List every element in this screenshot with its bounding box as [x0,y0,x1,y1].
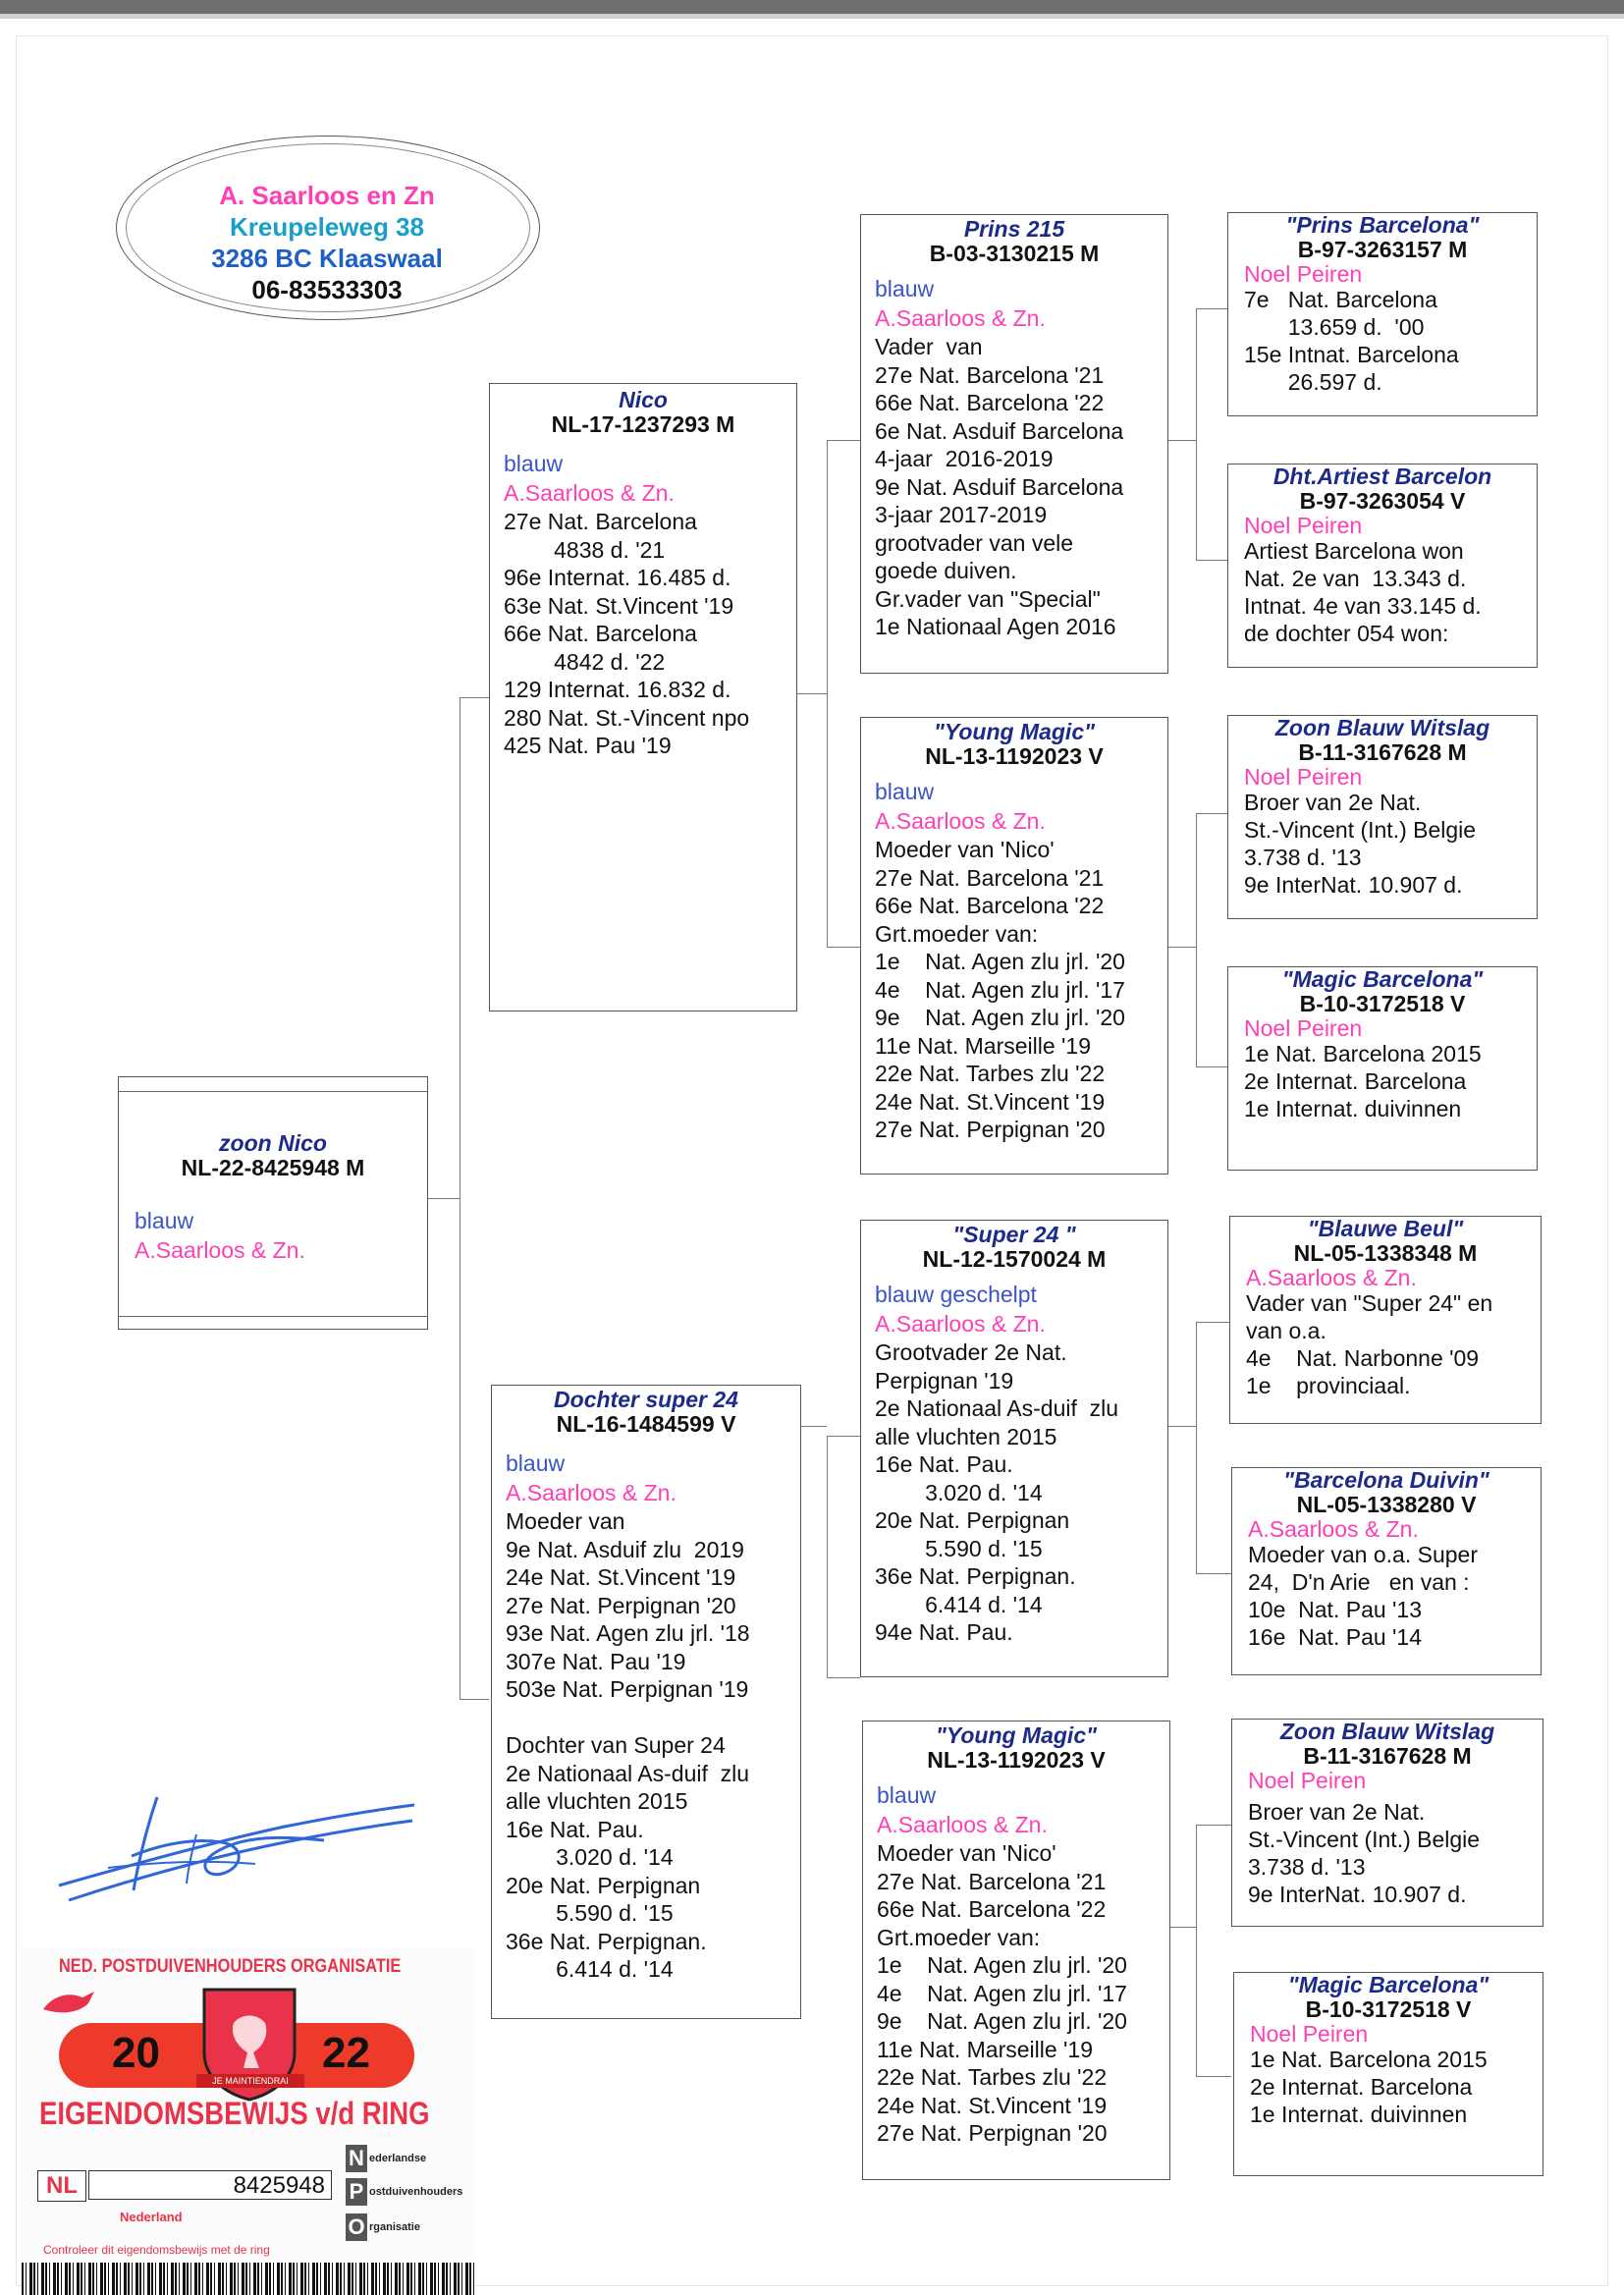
performance-line: 9e Nat. Asduif Barcelona [875,473,1124,500]
ring-number: B-10-3172518 V [1299,991,1466,1016]
ring-number: NL-22-8425948 M [181,1155,365,1180]
pedigree-great-grandparent-box [1227,715,1538,919]
performance-line: Gr.vader van "Special" [875,585,1101,612]
year-left: 20 [112,2029,160,2077]
connector-line [827,1677,860,1678]
card-org-title: NED. POSTDUIVENHOUDERS ORGANISATIE [59,1956,402,1977]
performance-line: grootvader van vele [875,529,1074,556]
performance-line: alle vluchten 2015 [875,1423,1057,1449]
performance-line: 16e Nat. Pau. [506,1816,644,1842]
connector-line [1196,1825,1231,1826]
performance-line: Broer van 2e Nat. [1248,1799,1426,1825]
performance-line: 1e provinciaal. [1246,1373,1411,1398]
performance-line: 36e Nat. Perpignan. [506,1928,707,1954]
performance-line: 26.597 d. [1244,369,1382,395]
performance-line: Broer van 2e Nat. [1244,790,1422,815]
performance-line: 7e Nat. Barcelona [1244,287,1437,312]
breeder-city: 3286 BC Klaaswaal [211,244,443,273]
pigeon-owner: Noel Peiren [1250,2021,1369,2047]
performance-line: St.-Vincent (Int.) Belgie [1248,1827,1481,1852]
connector-line [827,1436,828,1677]
pigeon-name: Nico [619,387,668,412]
pigeon-name: Prins 215 [963,216,1065,242]
performance-line: alle vluchten 2015 [506,1788,688,1814]
scan-top-edge-shadow [0,14,1624,19]
pigeon-owner: Noel Peiren [1244,513,1363,538]
performance-list [1228,1040,1537,1122]
performance-line: 22e Nat. Tarbes zlu '22 [875,1061,1106,1086]
performance-line: 63e Nat. St.Vincent '19 [504,592,734,619]
connector-line [1196,813,1227,814]
performance-line: 3.738 d. '13 [1248,1854,1366,1880]
pigeon-color: blauw [506,1450,566,1476]
pigeon-color: blauw [875,276,935,301]
ring-number: B-03-3130215 M [929,241,1100,266]
pigeon-name: "Young Magic" [935,1722,1098,1748]
pedigree-subject-box [118,1076,428,1330]
performance-line: 20e Nat. Perpignan [506,1872,701,1898]
performance-line: 3-jaar 2017-2019 [875,502,1048,527]
pigeon-name: "Young Magic" [933,719,1096,744]
performance-line: 93e Nat. Agen zlu jrl. '18 [506,1620,750,1646]
performance-line: 9e Nat. Agen zlu jrl. '20 [877,2008,1127,2034]
pedigree-mother-box [491,1385,801,2019]
ring-number: NL-12-1570024 M [922,1246,1107,1272]
pedigree-great-grandparent-box [1227,212,1538,416]
performance-line: Artiest Barcelona won [1244,538,1464,564]
year-right: 22 [322,2029,370,2077]
scan-top-edge [0,0,1624,14]
pigeon-owner: Noel Peiren [1248,1768,1367,1793]
performance-line: 9e InterNat. 10.907 d. [1244,872,1463,898]
performance-list [861,1339,1167,1647]
ownership-card [22,1948,475,2295]
connector-line [1196,813,1197,1066]
breeder-name: A. Saarloos en Zn [219,181,435,210]
performance-list [1232,1798,1543,1908]
performance-line: 27e Nat. Barcelona '21 [875,361,1105,388]
performance-list [1234,2046,1543,2128]
pigeon-owner: A.Saarloos & Zn. [1248,1516,1419,1542]
performance-line: Grootvader 2e Nat. [875,1339,1067,1365]
ring-number: NL-13-1192023 V [925,743,1104,769]
pedigree-great-grandparent-box [1231,1467,1542,1675]
connector-line [827,947,860,948]
performance-line: 20e Nat. Perpignan [875,1507,1070,1533]
performance-line: 36e Nat. Perpignan. [875,1563,1076,1589]
pigeon-name: "Prins Barcelona" [1285,212,1480,238]
performance-line: 425 Nat. Pau '19 [504,733,672,758]
performance-line: 2e Internat. Barcelona [1244,1068,1467,1094]
pigeon-owner: A.Saarloos & Zn. [877,1812,1048,1837]
performance-line: 503e Nat. Perpignan '19 [506,1676,749,1702]
performance-line: 11e Nat. Marseille '19 [875,1032,1092,1059]
connector-line [1166,947,1196,948]
performance-list [861,836,1167,1144]
pigeon-owner: A.Saarloos & Zn. [135,1237,305,1263]
performance-line: 6.414 d. '14 [506,1956,674,1982]
performance-line: 96e Internat. 16.485 d. [504,565,731,590]
pigeon-icon [39,1982,98,2021]
performance-line: 15e Intnat. Barcelona [1244,342,1459,367]
performance-line: 1e Nat. Barcelona 2015 [1244,1041,1482,1066]
performance-line: 4e Nat. Narbonne '09 [1246,1345,1480,1371]
npo-line-2: P ostduivenhouders [346,2178,462,2206]
performance-line: 129 Internat. 16.832 d. [504,677,731,702]
card-ring-number: 8425948 [88,2170,332,2200]
ring-number: B-11-3167628 M [1298,739,1467,765]
connector-line [1196,1322,1197,1573]
performance-line: 27e Nat. Perpignan '20 [506,1592,736,1618]
performance-list [1228,537,1537,647]
connector-line [1196,1066,1227,1067]
performance-line: Grt.moeder van: [877,1924,1041,1950]
ring-number: NL-17-1237293 M [551,411,735,437]
performance-line: 27e Nat. Barcelona [504,509,697,534]
performance-line: 4842 d. '22 [504,648,666,675]
performance-list [492,1507,800,1984]
ring-number: NL-16-1484599 V [556,1411,736,1437]
performance-line: 3.020 d. '14 [506,1844,674,1870]
pigeon-name: zoon Nico [219,1130,327,1156]
pigeon-color: blauw geschelpt [875,1282,1037,1307]
performance-line: 5.590 d. '15 [506,1900,674,1926]
pigeon-owner: Noel Peiren [1244,1015,1363,1041]
connector-line [460,697,489,698]
card-control-note: Controleer dit eigendomsbewijs met de ring [43,2243,270,2257]
pigeon-name: Zoon Blauw Witslag [1279,1719,1495,1744]
performance-line: 1e Internat. duivinnen [1250,2102,1468,2127]
performance-line: 66e Nat. Barcelona [504,621,697,646]
pigeon-owner: A.Saarloos & Zn. [875,305,1046,331]
pigeon-owner: A.Saarloos & Zn. [504,480,675,506]
pigeon-owner: A.Saarloos & Zn. [875,808,1046,834]
performance-line: 4838 d. '21 [504,536,666,563]
performance-line: 27e Nat. Barcelona '21 [875,864,1105,891]
performance-line: 3.020 d. '14 [875,1479,1043,1505]
performance-line: 66e Nat. Barcelona '22 [875,893,1105,918]
performance-line: 24e Nat. St.Vincent '19 [875,1088,1106,1115]
ring-number: NL-13-1192023 V [927,1747,1106,1773]
pigeon-name: Zoon Blauw Witslag [1274,715,1490,740]
ring-number: B-10-3172518 V [1305,1996,1472,2022]
ring-number: NL-05-1338280 V [1296,1492,1477,1517]
connector-line [1166,440,1196,441]
pedigree-great-grandparent-box [1227,464,1538,668]
performance-line: 3.738 d. '13 [1244,845,1362,870]
pigeon-owner: A.Saarloos & Zn. [1246,1265,1417,1290]
performance-line: 10e Nat. Pau '13 [1248,1597,1423,1622]
performance-line: 16e Nat. Pau '14 [1248,1624,1423,1650]
npo-line-3: O rganisatie [346,2213,420,2241]
pigeon-owner: Noel Peiren [1244,764,1363,790]
connector-line [1196,308,1197,560]
pigeon-owner: A.Saarloos & Zn. [875,1311,1046,1337]
performance-line: 4e Nat. Agen zlu jrl. '17 [877,1980,1127,2006]
barcode [22,2263,475,2295]
performance-line: 27e Nat. Barcelona '21 [877,1868,1107,1894]
connector-line [1196,1825,1197,2076]
performance-list [1230,1289,1541,1399]
breeder-street: Kreupeleweg 38 [230,212,424,242]
connector-line [426,1198,460,1199]
performance-line: 2e Nationaal As-duif zlu [875,1395,1119,1421]
motto-ribbon: JE MAINTIENDRAI [196,2074,304,2088]
connector-line [460,1699,489,1700]
performance-line: 27e Nat. Perpignan '20 [877,2120,1108,2146]
performance-line: de dochter 054 won: [1244,621,1449,646]
performance-line: Vader van "Super 24" en [1246,1290,1493,1316]
performance-line: 9e InterNat. 10.907 d. [1248,1882,1467,1907]
performance-line: Intnat. 4e van 33.145 d. [1244,593,1482,619]
performance-line: Moeder van 'Nico' [877,1840,1056,1866]
signature [49,1748,422,1915]
performance-line: Moeder van o.a. Super [1248,1542,1478,1567]
performance-line: 280 Nat. St.-Vincent npo [504,704,750,731]
performance-line: 1e Nationaal Agen 2016 [875,614,1116,639]
performance-list [1228,286,1537,396]
performance-line: Dochter van Super 24 [506,1732,726,1758]
performance-line: 2e Internat. Barcelona [1250,2074,1473,2100]
ring-number: NL-05-1338348 M [1293,1240,1478,1266]
performance-list [861,333,1167,641]
pedigree-great-grandparent-box [1227,966,1538,1171]
connector-line [1168,1927,1196,1928]
performance-line: 9e Nat. Agen zlu jrl. '20 [875,1005,1125,1030]
pigeon-color: blauw [877,1782,937,1808]
performance-line: 24e Nat. St.Vincent '19 [877,2092,1108,2118]
performance-line: van o.a. [1246,1318,1326,1343]
pedigree-great-grandparent-box [1229,1216,1542,1424]
performance-line: 24e Nat. St.Vincent '19 [506,1564,736,1590]
performance-line [492,1704,800,1732]
performance-line: St.-Vincent (Int.) Belgie [1244,817,1477,843]
pedigree-grandmother-maternal-box [862,1721,1170,2180]
performance-line: Vader van [875,334,983,359]
performance-list [863,1839,1169,2148]
connector-line [1166,1426,1196,1427]
pigeon-name: "Blauwe Beul" [1307,1216,1464,1241]
connector-line [799,1426,827,1427]
performance-line: Perpignan '19 [875,1367,1014,1393]
connector-line [1196,308,1227,309]
performance-line: 2e Nationaal As-duif zlu [506,1760,750,1786]
pigeon-name: "Super 24 " [952,1222,1076,1247]
pedigree-grandfather-paternal-box [860,214,1168,674]
pigeon-name: Dht.Artiest Barcelon [1272,464,1492,489]
performance-line: 6.414 d. '14 [875,1591,1043,1617]
ring-number: B-11-3167628 M [1303,1743,1472,1769]
performance-line: 6e Nat. Asduif Barcelona [875,417,1124,444]
performance-line: 1e Internat. duivinnen [1244,1096,1462,1121]
connector-line [827,1436,860,1437]
country-code: NL [37,2170,86,2202]
card-title: EIGENDOMSBEWIJS v/d RING [39,2096,430,2131]
pigeon-color: blauw [504,451,564,476]
performance-line: 94e Nat. Pau. [875,1619,1013,1645]
performance-line: 9e Nat. Asduif zlu 2019 [506,1536,744,1562]
pedigree-grandfather-maternal-box [860,1220,1168,1677]
performance-line: 1e Nat. Agen zlu jrl. '20 [875,949,1125,974]
pedigree-father-box [489,383,797,1011]
pedigree-grandmother-paternal-box [860,717,1168,1175]
card-country-name: Nederland [120,2210,183,2224]
performance-line: 4e Nat. Agen zlu jrl. '17 [875,976,1125,1003]
performance-line: 16e Nat. Pau. [875,1451,1013,1477]
npo-line-1: N ederlandse [346,2145,426,2172]
pigeon-owner: A.Saarloos & Zn. [506,1480,677,1505]
connector-line [795,693,827,694]
pigeon-name: "Magic Barcelona" [1281,966,1484,992]
performance-line: 24, D'n Arie en van : [1248,1569,1470,1595]
performance-line: 1e Nat. Agen zlu jrl. '20 [877,1952,1127,1978]
pigeon-color: blauw [135,1208,194,1233]
pigeon-color: blauw [875,779,935,804]
performance-line: 22e Nat. Tarbes zlu '22 [877,2064,1108,2090]
performance-line: Moeder van 'Nico' [875,837,1055,862]
performance-list [490,508,796,760]
pedigree-great-grandparent-box [1231,1719,1543,1927]
performance-line: 1e Nat. Barcelona 2015 [1250,2047,1488,2072]
connector-line [1196,2076,1231,2077]
pigeon-name: "Barcelona Duivin" [1283,1467,1489,1493]
performance-line: Nat. 2e van 13.343 d. [1244,566,1467,591]
ring-number: B-97-3263054 V [1299,488,1466,514]
pigeon-owner: Noel Peiren [1244,261,1363,287]
performance-list [1232,1541,1541,1651]
pigeon-name: "Magic Barcelona" [1287,1972,1489,1997]
performance-list [1228,789,1537,899]
performance-line: 27e Nat. Perpignan '20 [875,1117,1106,1142]
performance-line: goede duiven. [875,558,1017,583]
connector-line [1196,560,1227,561]
pedigree-great-grandparent-box [1233,1972,1543,2176]
breeder-phone: 06-83533303 [251,275,403,304]
performance-line: 66e Nat. Barcelona '22 [877,1896,1107,1922]
performance-line: 307e Nat. Pau '19 [506,1648,686,1674]
connector-line [1196,1322,1231,1323]
performance-line: 4-jaar 2016-2019 [875,446,1054,471]
connector-line [827,440,860,441]
pigeon-name: Dochter super 24 [554,1387,738,1412]
performance-line: 66e Nat. Barcelona '22 [875,390,1105,415]
connector-line [1196,1573,1231,1574]
performance-line: 11e Nat. Marseille '19 [877,2036,1094,2062]
performance-line: Moeder van [506,1508,625,1534]
performance-line: 5.590 d. '15 [875,1535,1043,1561]
performance-line: 13.659 d. '00 [1244,314,1425,340]
ring-number: B-97-3263157 M [1297,237,1468,262]
connector-line [827,440,828,947]
performance-line: Grt.moeder van: [875,920,1039,947]
